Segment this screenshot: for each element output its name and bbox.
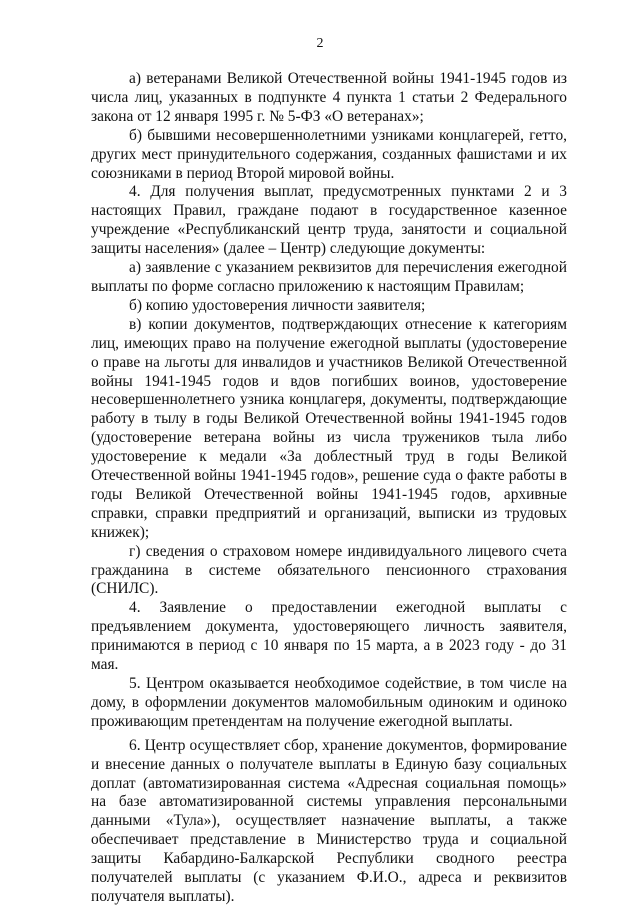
paragraph-clause-5-assistance: 5. Центром оказывается необходимое содействие, в том числе на дому, в оформлении документов маломобильным одиноким и одиноко проживающим претендентам на получение ежегодной выплаты.: [91, 675, 567, 730]
document-body: [91, 70, 567, 907]
paragraph-clause-6-center: 6. Центр осуществляет сбор, хранение документов, формирование и внесение данных о получателе выплаты в Единую базу социальных доплат (автоматизированная система «Адресная социальная помощь» на базе автоматизированной системы управления персональными данными «Тула»), осуществляет назначение выплаты, а также обеспечивает представление в Министерство труда и социальной защиты Кабардино-Балкарской Республики сводного реестра получателей выплаты (с указанием Ф.И.О., адреса и реквизитов получателя выплаты).: [91, 736, 567, 905]
paragraph-clause-4-documents: 4. Для получения выплат, предусмотренных пунктами 2 и 3 настоящих Правил, граждане подают в государственное казенное учреждение «Республиканский центр труда, занятости и социальной защиты населения» (далее – Центр) следующие документы:: [91, 183, 567, 258]
page-number: 2: [316, 36, 324, 51]
paragraph-application-period: 4. Заявление о предоставлении ежегодной выплаты с предъявлением документа, удостоверяющего личность заявителя, принимаются в период с 10 января по 15 марта, а в 2023 году - до 31 мая.: [91, 599, 567, 674]
paragraph-category-documents: в) копии документов, подтверждающих отнесение к категориям лиц, имеющих право на получение ежегодной выплаты (удостоверение о праве на льготы для инвалидов и участников Великой Отечественной войны 1941-1945 годов и вдов погибших воинов, удостоверение несовершеннолетнего узника концлагеря, документы, подтверждающие работу в тылу в годы Великой Отечественной войны 1941-1945 годов (удостоверение ветерана войны из числа тружеников тыла либо удостоверение к медали «За доблестный труд в годы Великой Отечественной войны 1941-1945 годов», решение суда о факте работы в годы Великой Отечественной войны 1941-1945 годов, архивные справки, справки предприятий и организаций, выписки из трудовых книжек);: [91, 315, 567, 541]
paragraph-application: а) заявление с указанием реквизитов для перечисления ежегодной выплаты по форме согласно приложению к настоящим Правилам;: [91, 259, 567, 295]
paragraph-id-copy: б) копию удостоверения личности заявителя;: [129, 296, 426, 314]
paragraph-veterans: а) ветеранами Великой Отечественной войны 1941-1945 годов из числа лиц, указанных в подпункте 4 пункта 1 статьи 2 Федерального закона от 12 января 1995 г. № 5-ФЗ «О ветеранах»;: [91, 70, 567, 125]
paragraph-former-prisoners: б) бывшими несовершеннолетними узниками концлагерей, гетто, других мест принудительного содержания, созданных фашистами и их союзниками в период Второй мировой войны.: [91, 126, 567, 182]
paragraph-snils: г) сведения о страховом номере индивидуального лицевого счета гражданина в системе обязательного пенсионного страхования (СНИЛС).: [91, 542, 567, 598]
